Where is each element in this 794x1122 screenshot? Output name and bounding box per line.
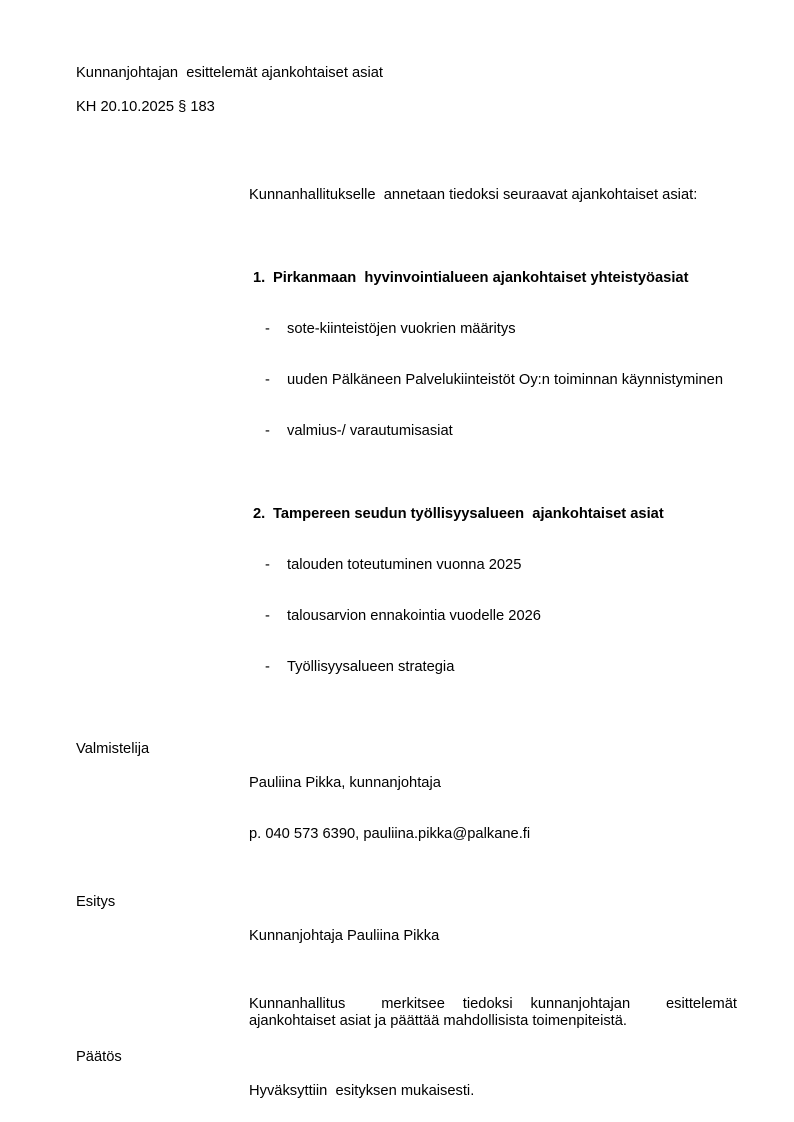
sub-item-text: talousarvion ennakointia vuodelle 2026 — [287, 608, 541, 624]
sub-item-text: Työllisyysalueen strategia — [287, 659, 455, 675]
document-title: Kunnanjohtajan esittelemät ajankohtaiset asiat — [76, 65, 384, 81]
item-1-sub-item-3 — [265, 423, 738, 440]
dash-marker: - — [265, 557, 270, 573]
dash-marker: - — [265, 423, 270, 439]
empty-label-column — [76, 996, 249, 1030]
esitys-content — [249, 894, 737, 979]
sub-item-text: talouden toteutuminen vuonna 2025 — [287, 557, 522, 573]
item-2-sub-item-3 — [265, 659, 738, 676]
proposal-paragraph: Kunnanhallitus merkitsee tiedoksi kunnanjohtajan esittelemät ajankohtaiset asiat ja päättää mahdollisista toimenpiteistä. — [249, 996, 742, 1029]
item-2-title: Tampereen seudun työllisyysalueen ajankohtaiset asiat — [273, 506, 664, 522]
item-2-sub-item-1 — [265, 557, 738, 574]
item-1-sub-item-2 — [265, 372, 738, 389]
item-1-title: Pirkanmaan hyvinvointialueen ajankohtaiset yhteistyöasiat — [273, 270, 689, 286]
valmistelija-content — [249, 741, 737, 877]
proposer-line: Kunnanjohtaja Pauliina Pikka — [249, 928, 440, 944]
preparer-name-line: Pauliina Pikka, kunnanjohtaja — [249, 775, 441, 791]
section-row-valmistelija — [76, 741, 737, 877]
valmistelija-label: Valmistelija — [76, 741, 150, 757]
dash-marker: - — [265, 321, 270, 337]
dash-marker: - — [265, 659, 270, 675]
sub-item-text: sote-kiinteistöjen vuokrien määritys — [287, 321, 516, 337]
sub-item-text: uuden Pälkäneen Palvelukiinteistöt Oy:n toiminnan käynnistyminen — [287, 372, 723, 388]
item-2-number: 2. — [253, 506, 266, 522]
item-2-sub-item-2 — [265, 608, 738, 625]
dash-marker: - — [265, 372, 270, 388]
numbered-item-2 — [249, 506, 738, 523]
esitys-label: Esitys — [76, 894, 116, 910]
section-row-paatos — [76, 1049, 737, 1122]
decision-text: Hyväksyttiin esityksen mukaisesti. — [249, 1083, 475, 1099]
dash-marker: - — [265, 608, 270, 624]
item-1-sub-item-1 — [265, 321, 738, 338]
preparer-contact-line: p. 040 573 6390, pauliina.pikka@palkane.fi — [249, 826, 531, 842]
section-row-esitys-paragraph — [76, 996, 742, 1030]
section-row-esitys — [76, 894, 737, 979]
paatos-content — [249, 1049, 737, 1122]
intro-paragraph: Kunnanhallitukselle annetaan tiedoksi seuraavat ajankohtaiset asiat: — [249, 187, 698, 203]
paatos-label: Päätös — [76, 1049, 122, 1065]
numbered-item-1 — [249, 270, 738, 287]
content-block — [249, 136, 738, 727]
document-reference: KH 20.10.2025 § 183 — [76, 99, 215, 115]
item-1-number: 1. — [253, 270, 266, 286]
sub-item-text: valmius-/ varautumisasiat — [287, 423, 453, 439]
